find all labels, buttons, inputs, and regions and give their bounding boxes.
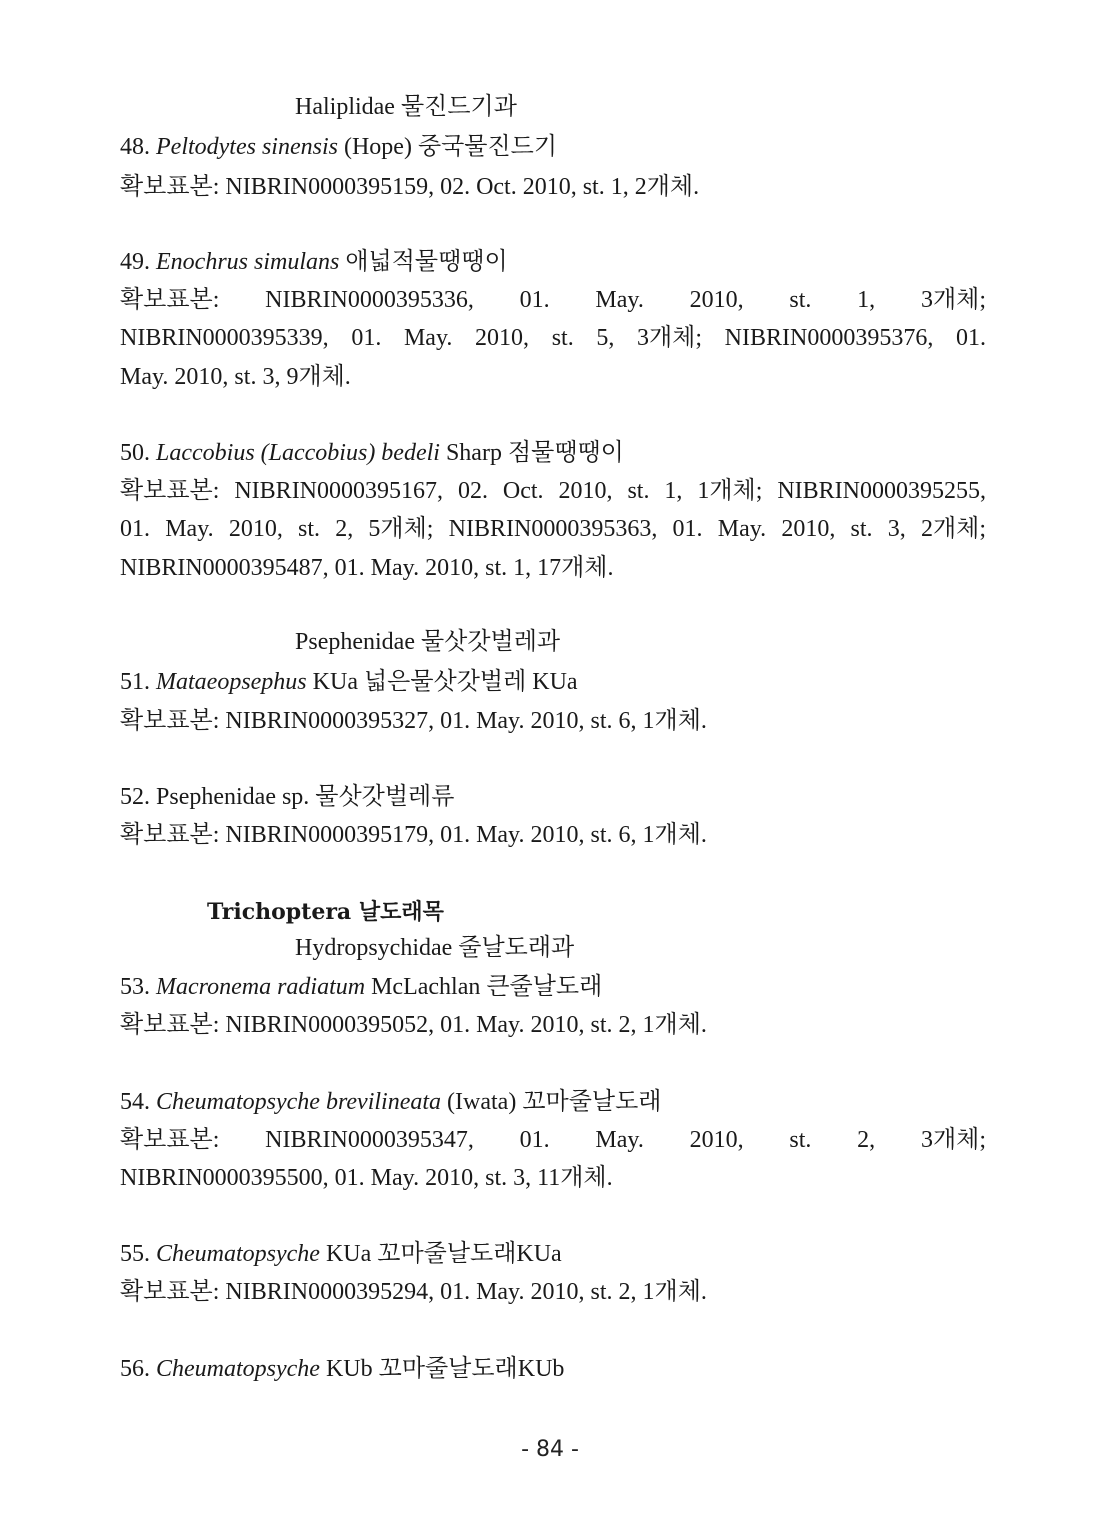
family-heading-hydropsychidae: Hydropsychidae 줄날도래과: [295, 935, 575, 961]
species-49-specimens-line1: 확보표본: NIBRIN0000395336, 01. May. 2010, st. 1, 3개체;: [120, 287, 986, 313]
species-51-specimens: 확보표본: NIBRIN0000395327, 01. May. 2010, st. 6, 1개체.: [120, 708, 707, 734]
species-name: Cheumatopsyche: [156, 1356, 320, 1382]
species-name: Enochrus simulans: [156, 249, 340, 275]
species-54-title: [120, 1087, 661, 1117]
species-number: 51.: [120, 669, 150, 695]
species-author-common: KUb 꼬마줄날도래KUb: [319, 1356, 565, 1382]
species-name: Macronema radiatum: [156, 974, 366, 1000]
family-heading-haliplidae: Haliplidae 물진드기과: [295, 94, 517, 120]
page-number: - 84 -: [521, 1437, 579, 1462]
species-51-title: [120, 667, 578, 697]
species-50-specimens-line1: 확보표본: NIBRIN0000395167, 02. Oct. 2010, st. 1, 1개체; NIBRIN0000395255,: [120, 478, 986, 504]
species-50-specimens-line2: 01. May. 2010, st. 2, 5개체; NIBRIN0000395363, 01. May. 2010, st. 3, 2개체;: [120, 516, 986, 542]
species-48-specimens: 확보표본: NIBRIN0000395159, 02. Oct. 2010, st. 1, 2개체.: [120, 174, 700, 200]
species-49-specimens-line2: NIBRIN0000395339, 01. May. 2010, st. 5, 3개체; NIBRIN0000395376, 01.: [120, 325, 986, 351]
species-name: Mataeopsephus: [156, 669, 307, 695]
species-author-common: (Hope) 중국물진드기: [337, 134, 558, 160]
species-55-title: [120, 1239, 562, 1269]
species-author-common: McLachlan 큰줄날도래: [365, 974, 603, 1000]
species-number: 53.: [120, 974, 150, 1000]
species-name: Cheumatopsyche: [156, 1241, 320, 1267]
species-54-specimens-line1: 확보표본: NIBRIN0000395347, 01. May. 2010, st. 2, 3개체;: [120, 1127, 986, 1153]
species-number: 50.: [120, 440, 150, 466]
species-52-title: [120, 782, 454, 812]
species-54-specimens-line2: NIBRIN0000395500, 01. May. 2010, st. 3, 11개체.: [120, 1165, 613, 1191]
species-name: Laccobius (Laccobius) bedeli: [156, 440, 440, 466]
species-49-title: [120, 247, 508, 277]
species-56-title: [120, 1354, 564, 1384]
species-number: 56.: [120, 1356, 150, 1382]
species-50-specimens-line3: NIBRIN0000395487, 01. May. 2010, st. 1, 17개체.: [120, 555, 614, 581]
species-author-common: KUa 꼬마줄날도래KUa: [319, 1241, 562, 1267]
species-author-common: 애넓적물땡땡이: [339, 249, 508, 275]
order-heading-trichoptera: Trichoptera 날도래목: [207, 899, 444, 925]
species-number: 49.: [120, 249, 150, 275]
species-48-title: [120, 132, 557, 162]
species-name: Peltodytes sinensis: [156, 134, 338, 160]
species-name: Psephenidae sp. 물삿갓벌레류: [156, 784, 455, 810]
species-author-common: KUa 넓은물삿갓벌레 KUa: [306, 669, 578, 695]
species-53-specimens: 확보표본: NIBRIN0000395052, 01. May. 2010, st. 2, 1개체.: [120, 1012, 707, 1038]
species-55-specimens: 확보표본: NIBRIN0000395294, 01. May. 2010, st. 2, 1개체.: [120, 1279, 707, 1305]
species-50-title: [120, 438, 624, 468]
species-49-specimens-line3: May. 2010, st. 3, 9개체.: [120, 364, 351, 390]
species-author-common: (Iwata) 꼬마줄날도래: [441, 1089, 662, 1115]
species-number: 55.: [120, 1241, 150, 1267]
species-number: 52.: [120, 784, 150, 810]
species-number: 54.: [120, 1089, 150, 1115]
species-52-specimens: 확보표본: NIBRIN0000395179, 01. May. 2010, st. 6, 1개체.: [120, 822, 707, 848]
family-heading-psephenidae: Psephenidae 물삿갓벌레과: [295, 629, 561, 655]
species-53-title: [120, 972, 602, 1002]
species-number: 48.: [120, 134, 150, 160]
species-name: Cheumatopsyche brevilineata: [156, 1089, 442, 1115]
species-author-common: Sharp 점물땡땡이: [439, 440, 624, 466]
